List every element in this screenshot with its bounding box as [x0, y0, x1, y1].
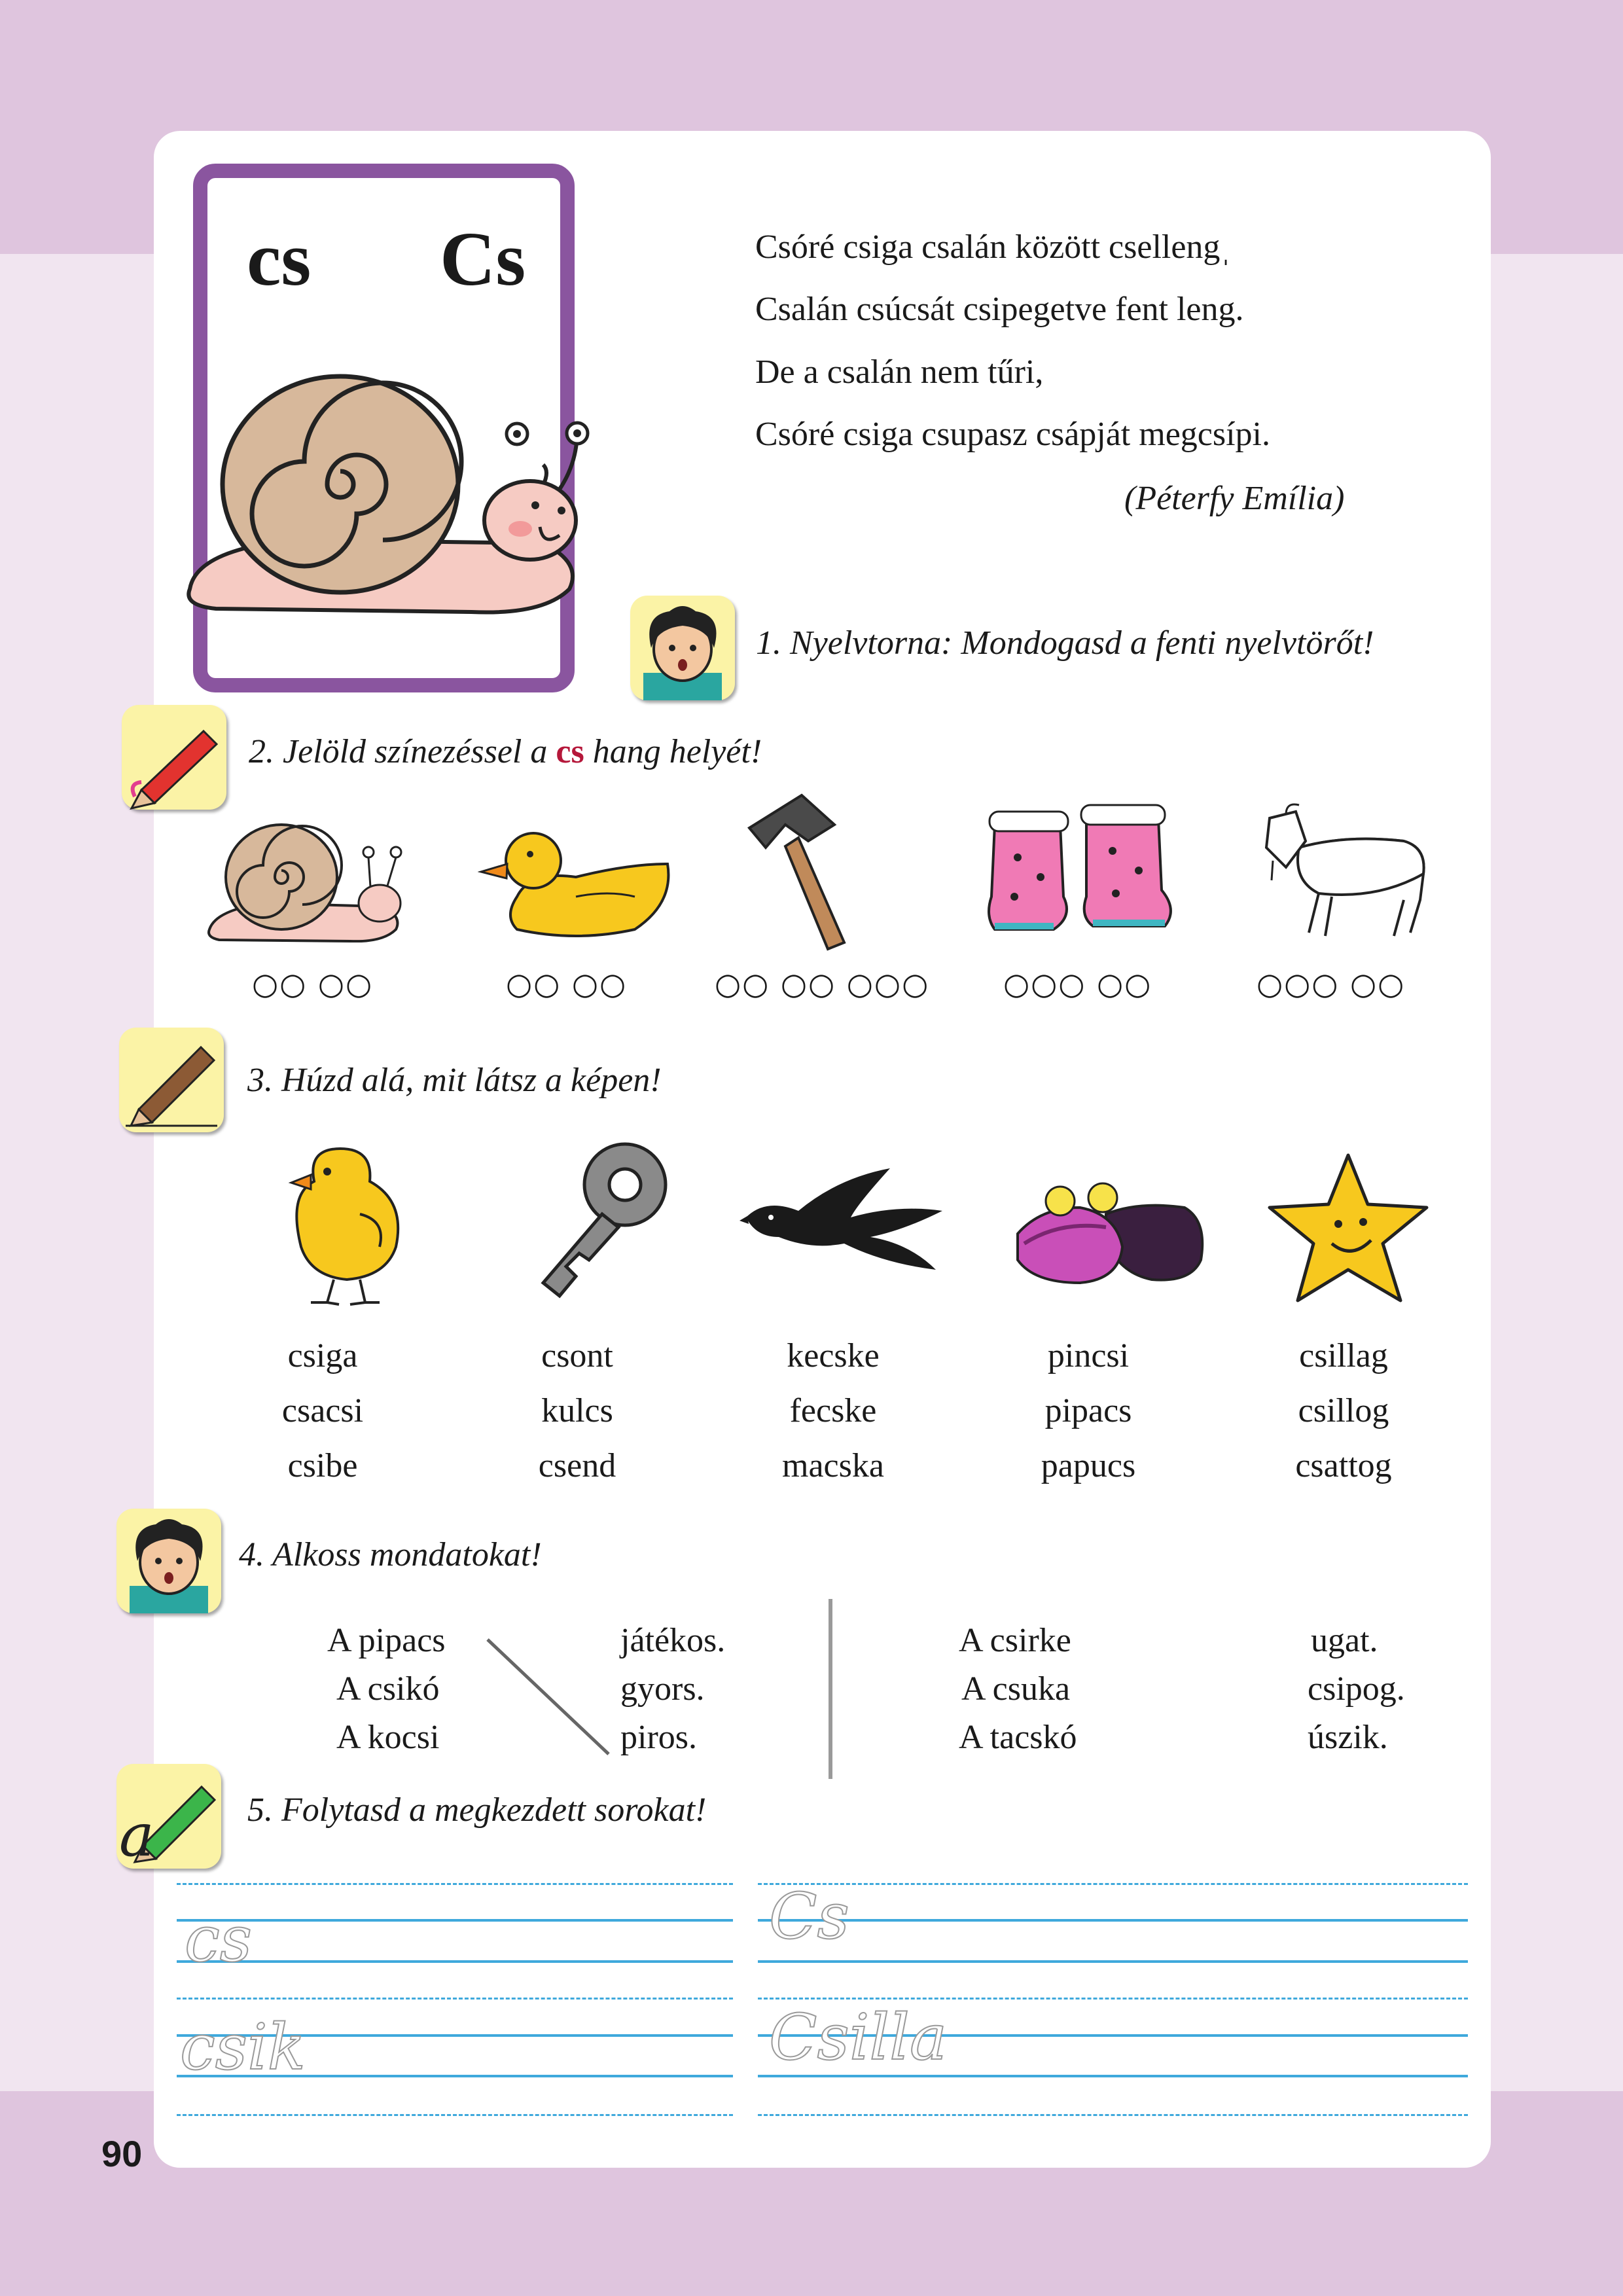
task1-title: 1. Nyelvtorna: Mondogasd a fenti nyelvtörőt! [756, 624, 1374, 662]
chick-picture [262, 1136, 419, 1309]
duck-picture [478, 825, 674, 942]
writing-dashed-line [177, 2114, 733, 2116]
predicate-item[interactable]: úszik. [1308, 1719, 1388, 1756]
connector-line [484, 1636, 615, 1761]
letter-uppercase: Cs [440, 216, 526, 302]
cursive-sample-left-2: csik [180, 2011, 306, 2084]
subjects-right [959, 1617, 1077, 1762]
red-pencil-icon [122, 705, 226, 810]
poem-author: (Péterfy Emília) [1124, 480, 1345, 517]
predicate-item[interactable]: gyors. [620, 1670, 705, 1708]
circles-snail: ○○ ○○ [252, 966, 374, 1001]
word-item[interactable]: kecske [787, 1337, 880, 1374]
snail-small-picture [206, 812, 409, 942]
predicate-item[interactable]: játékos. [620, 1622, 726, 1659]
writing-solid-line [177, 1960, 733, 1963]
task2-title-end: hang helyét! [584, 733, 762, 770]
predicate-item[interactable]: ugat. [1311, 1622, 1378, 1659]
brown-pencil-icon [119, 1028, 224, 1132]
page-number: 90 [101, 2133, 143, 2174]
circles-hammer: ○○ ○○ ○○○ [715, 966, 930, 1001]
cursive-sample-right-2: Csilla [769, 2001, 948, 2074]
writing-dashed-line [758, 2114, 1468, 2116]
word-item[interactable]: csacsi [281, 1392, 364, 1429]
word-column-1 [231, 1329, 414, 1494]
predicates-left [620, 1617, 725, 1762]
subject-item[interactable]: A csikó [336, 1670, 440, 1708]
snail-picture [177, 353, 609, 615]
writing-dashed-line [177, 1883, 733, 1885]
poem-line-2: Csalán csúcsát csipegetve fent leng. [755, 291, 1244, 328]
word-item[interactable]: csillag [1299, 1337, 1388, 1374]
word-item[interactable]: csend [538, 1447, 616, 1484]
task2-title [249, 735, 762, 769]
slippers-picture [1008, 1162, 1207, 1293]
key-picture [504, 1136, 681, 1309]
letter-lowercase: cs [247, 216, 312, 302]
boy-speaking-icon [630, 596, 735, 700]
star-picture [1266, 1149, 1433, 1309]
word-item[interactable]: csont [541, 1337, 613, 1374]
task3-title: 3. Húzd alá, mit látsz a képen! [247, 1062, 662, 1099]
word-item[interactable]: papucs [1041, 1447, 1136, 1484]
word-column-4 [997, 1329, 1180, 1494]
predicates-right [1308, 1617, 1405, 1762]
hammer-picture [736, 789, 867, 952]
boots-picture [982, 798, 1185, 942]
predicate-item[interactable]: piros. [620, 1719, 697, 1756]
poem-line-4: Csóré csiga csupasz csápját megcsípi. [755, 416, 1270, 453]
subject-item[interactable]: A tacskó [959, 1719, 1077, 1756]
word-item[interactable]: fecske [789, 1392, 877, 1429]
word-item[interactable]: csillog [1298, 1392, 1389, 1429]
word-column-3 [741, 1329, 925, 1494]
poem-line-1: Csóré csiga csalán között csellengˌ [755, 228, 1232, 266]
word-item[interactable]: pincsi [1047, 1337, 1130, 1374]
task2-title-start: 2. Jelöld színezéssel a [249, 733, 556, 770]
goat-picture [1247, 802, 1436, 946]
word-column-5 [1252, 1329, 1435, 1494]
writing-solid-line [758, 1960, 1468, 1963]
circles-boots: ○○○ ○○ [1003, 966, 1152, 1001]
cursive-sample-right-1: Cs [769, 1880, 849, 1953]
word-item[interactable]: csiga [287, 1337, 358, 1374]
word-item[interactable]: csibe [287, 1447, 358, 1484]
circles-duck: ○○ ○○ [506, 966, 628, 1001]
subject-item[interactable]: A csirke [959, 1622, 1071, 1659]
circles-goat: ○○○ ○○ [1257, 966, 1406, 1001]
subject-item[interactable]: A pipacs [327, 1622, 446, 1659]
predicate-item[interactable]: csipog. [1308, 1670, 1405, 1708]
subject-item[interactable]: A kocsi [336, 1719, 440, 1756]
svg-text:a: a [119, 1801, 154, 1869]
poem-line-3: De a csalán nem tűri, [755, 353, 1044, 391]
writing-dashed-line [758, 1883, 1468, 1885]
swallow-picture [740, 1165, 949, 1289]
writing-dashed-line [758, 1998, 1468, 2000]
boy-speaking-icon [116, 1509, 221, 1613]
writing-solid-line [758, 1919, 1468, 1922]
task4-title: 4. Alkoss mondatokat! [239, 1536, 542, 1573]
subjects-left [327, 1617, 446, 1762]
writing-dashed-line [177, 1998, 733, 2000]
subject-item[interactable]: A csuka [961, 1670, 1071, 1708]
word-column-2 [486, 1329, 669, 1494]
task5-title: 5. Folytasd a megkezdett sorokat! [247, 1791, 707, 1829]
task2-highlight: cs [556, 733, 584, 770]
writing-solid-line [758, 2075, 1468, 2077]
green-pencil-icon [116, 1764, 221, 1869]
column-divider [829, 1599, 832, 1779]
word-item[interactable]: macska [782, 1447, 884, 1484]
word-item[interactable]: pipacs [1044, 1392, 1132, 1429]
writing-solid-line [177, 1919, 733, 1922]
word-item[interactable]: kulcs [541, 1392, 613, 1429]
word-item[interactable]: csattog [1295, 1447, 1392, 1484]
cursive-sample-left-1: cs [185, 1903, 253, 1976]
